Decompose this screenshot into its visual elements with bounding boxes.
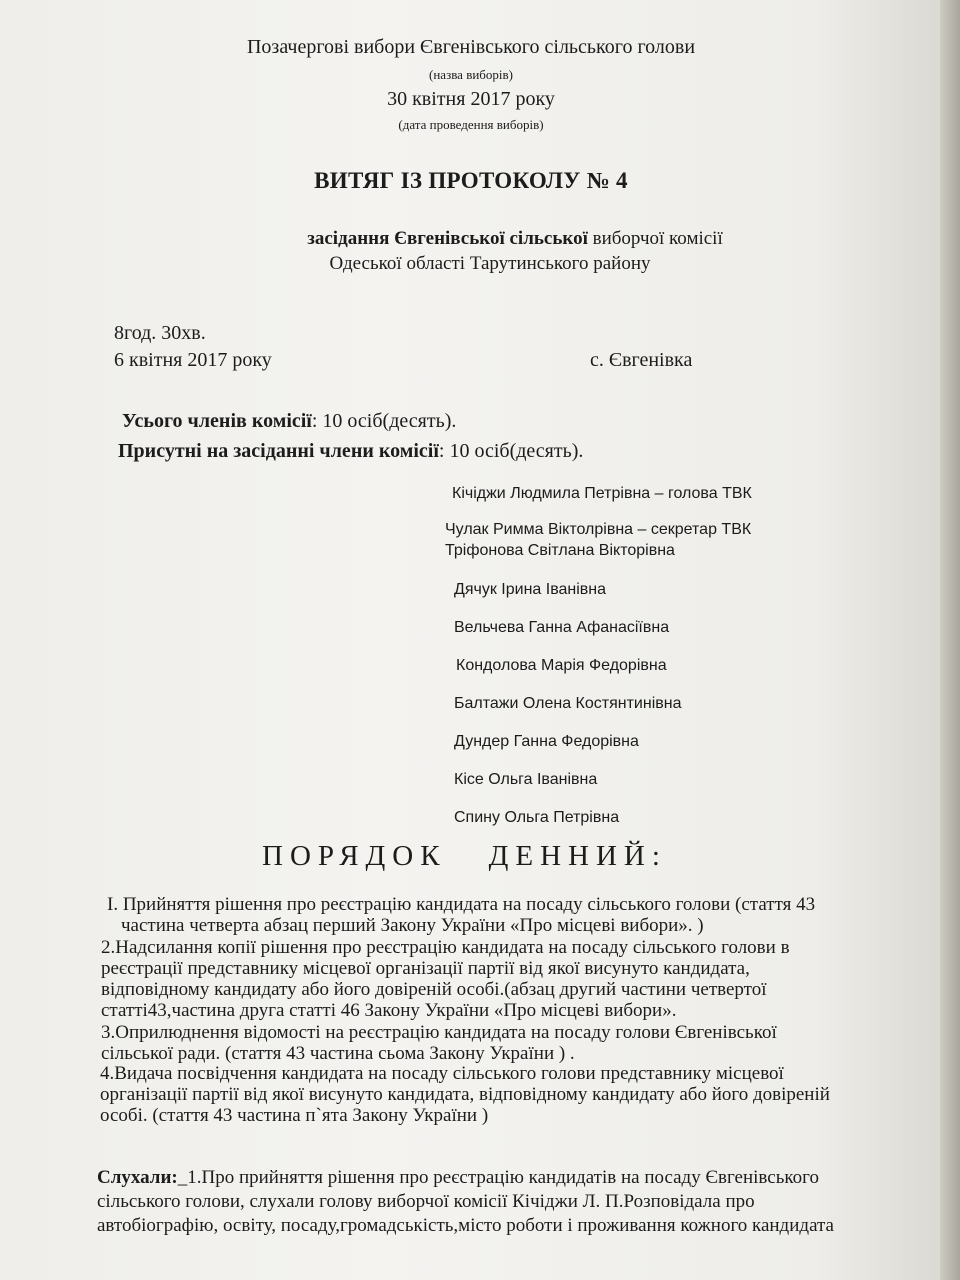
agenda-line: реєстрації представнику місцевої організації партії від якої висунуто кандидата, xyxy=(101,958,750,979)
heard-section xyxy=(97,1166,834,1238)
election-name: Позачергові вибори Євгенівського сільського голови xyxy=(246,36,696,58)
agenda-title-word1: ПОРЯДОК xyxy=(262,840,447,872)
member-item: Кондолова Марія Федорівна xyxy=(456,657,667,674)
member-item: Кічіджи Людмила Петрівна – голова ТВК xyxy=(452,485,752,502)
page-edge-shadow xyxy=(940,0,960,1280)
member-item: Тріфонова Світлана Вікторівна xyxy=(445,542,675,559)
member-item: Дундер Ганна Федорівна xyxy=(454,733,639,750)
member-item: Чулак Римма Віктолрівна – секретар ТВК xyxy=(445,521,752,538)
agenda-line: 2.Надсилання копії рішення про реєстрацію кандидата на посаду сільського голови в xyxy=(101,937,790,958)
document-subtitle-line2: Одеської області Тарутинського району xyxy=(329,253,651,274)
agenda-item-3 xyxy=(101,1022,777,1064)
member-item: Вельчева Ганна Афанасіївна xyxy=(454,619,670,636)
agenda-line: 3.Оприлюднення відомості на реєстрацію кандидата на посаду голови Євгенівської xyxy=(101,1022,777,1043)
subtitle-bold: засідання Євгенівської сільської xyxy=(307,228,588,249)
agenda-line: відповідному кандидату або його довіреній особі.(абзац другий частини четвертої xyxy=(101,979,767,1000)
document-subtitle xyxy=(0,228,960,250)
election-date-hint: (дата проведення виборів) xyxy=(398,117,544,132)
election-date: 30 квітня 2017 року xyxy=(387,88,555,110)
members-present-value: : 10 осіб(десять). xyxy=(438,440,584,462)
heard-line: _1.Про прийняття рішення про реєстрацію кандидатів на посаду Євгенівського xyxy=(177,1167,819,1188)
agenda-line: сільської ради. (стаття 43 частина сьома Закону України ) . xyxy=(101,1043,575,1064)
heard-label: Слухали: xyxy=(97,1167,178,1188)
members-total-value: : 10 осіб(десять). xyxy=(311,410,457,432)
member-item: Спину Ольга Петрівна xyxy=(454,809,620,826)
agenda-title xyxy=(262,840,667,873)
members-total-label: Усього членів комісії xyxy=(122,410,312,432)
member-item: Кісе Ольга Іванівна xyxy=(454,771,598,788)
document-title: ВИТЯГ ІЗ ПРОТОКОЛУ № 4 xyxy=(314,168,628,193)
election-name-hint: (назва виборів) xyxy=(429,67,513,82)
agenda-line: частина четверта абзац перший Закону України «Про місцеві вибори». ) xyxy=(121,915,704,936)
meeting-date: 6 квітня 2017 року xyxy=(114,349,272,371)
agenda-item-2 xyxy=(101,937,790,1021)
subtitle-rest: виборчої комісії xyxy=(587,228,723,249)
agenda-line: організації партії від якої висунуто кандидата, відповідному кандидату або його довіреній xyxy=(100,1084,830,1105)
agenda-line: І. Прийняття рішення про реєстрацію кандидата на посаду сільського голови (стаття 43 xyxy=(107,894,816,915)
agenda-line: особі. (стаття 43 частина п`ята Закону України ) xyxy=(100,1105,489,1126)
members-total xyxy=(122,410,456,433)
members-present xyxy=(118,440,583,463)
agenda-item-1 xyxy=(107,894,815,936)
agenda-line: статті43,частина друга статті 46 Закону України «Про місцеві вибори». xyxy=(101,1000,677,1021)
heard-line: автобіографію, освіту, посаду,громадськість,місто роботи і проживання кожного кандидата xyxy=(97,1215,834,1236)
agenda-line: 4.Видача посвідчення кандидата на посаду сільського голови представнику місцевої xyxy=(100,1063,784,1084)
meeting-place: с. Євгенівка xyxy=(590,349,693,371)
member-item: Балтажи Олена Костянтинівна xyxy=(454,695,682,712)
member-item: Дячук Ірина Іванівна xyxy=(454,581,607,598)
agenda-item-4 xyxy=(100,1063,830,1126)
agenda-title-word2: ДЕННИЙ: xyxy=(488,840,667,872)
heard-line: сільського голови, слухали голову виборчої комісії Кічіджи Л. П.Розповідала про xyxy=(97,1191,755,1212)
heard-line-1 xyxy=(97,1166,834,1190)
meeting-time: 8год. 30хв. xyxy=(114,322,206,344)
members-present-label: Присутні на засіданні члени комісії xyxy=(118,440,439,462)
